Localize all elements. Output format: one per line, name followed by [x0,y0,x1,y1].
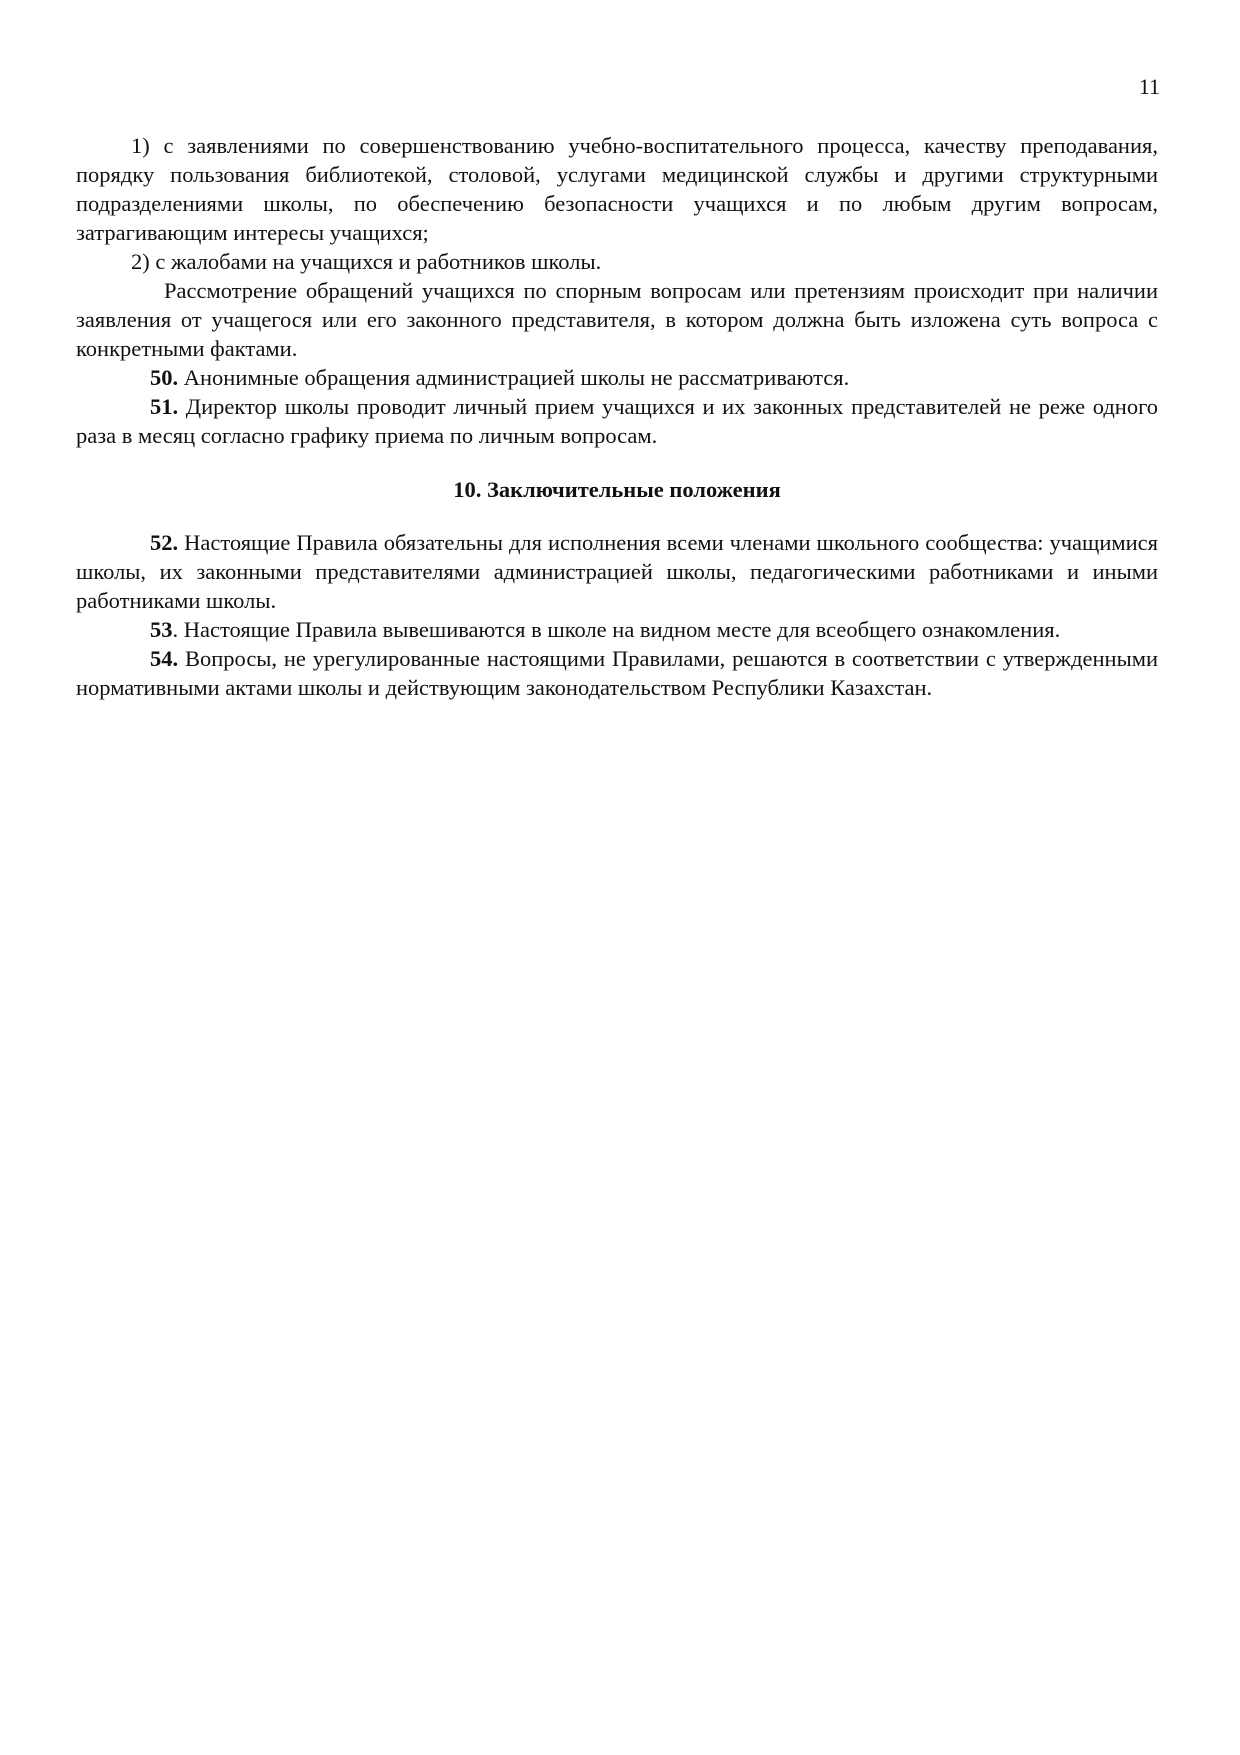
clause-number: 51. [150,394,179,419]
paragraph-text: 2) с жалобами на учащихся и работников школы. [131,249,602,274]
paragraph-text: Рассмотрение обращений учащихся по спорным вопросам или претензиям происходит при наличии заявления от учащегося или его законного представителя, в котором должна быть изложена суть вопроса с конкретными фактами. [76,278,1158,361]
paragraph-item-1 [76,131,1158,247]
paragraph-text: Вопросы, не урегулированные настоящими Правилами, решаются в соответствии с утвержденными нормативными актами школы и действующим законодательством Республики Казахстан. [76,646,1158,700]
paragraph-53 [76,615,1158,644]
paragraph-50 [76,363,1158,392]
paragraph-text: Анонимные обращения администрацией школы не рассматриваются. [178,365,850,390]
paragraph-54 [76,644,1158,702]
clause-number: 52. [150,530,179,555]
paragraph-item-2 [76,247,1158,276]
clause-number: 53 [150,617,173,642]
paragraph-text: . Настоящие Правила вывешиваются в школе на видном месте для всеобщего ознакомления. [172,617,1061,642]
section-title: 10. Заключительные положения [453,477,781,502]
clause-number: 50. [150,365,179,390]
paragraph-51 [76,392,1158,450]
paragraph-text: 1) с заявлениями по совершенствованию учебно-воспитательного процесса, качеству преподавания, порядку пользования библиотекой, столовой, услугами медицинской службы и другими структурными подразделениями школы, по обеспечению безопасности учащихся и по любым другим вопросам, затрагивающим интересы учащихся; [76,133,1158,245]
page-number: 11 [1138,74,1160,99]
clause-number: 54. [150,646,179,671]
paragraph-text: Настоящие Правила обязательны для исполнения всеми членами школьного сообщества: учащимися школы, их законными представителями администрацией школы, педагогическими работниками и иными работниками школы. [76,530,1158,613]
paragraph-52 [76,528,1158,615]
paragraph-consideration [76,276,1158,363]
document-body [76,131,1158,702]
paragraph-text: Директор школы проводит личный прием учащихся и их законных представителей не реже одного раза в месяц согласно графику приема по личным вопросам. [76,394,1158,448]
